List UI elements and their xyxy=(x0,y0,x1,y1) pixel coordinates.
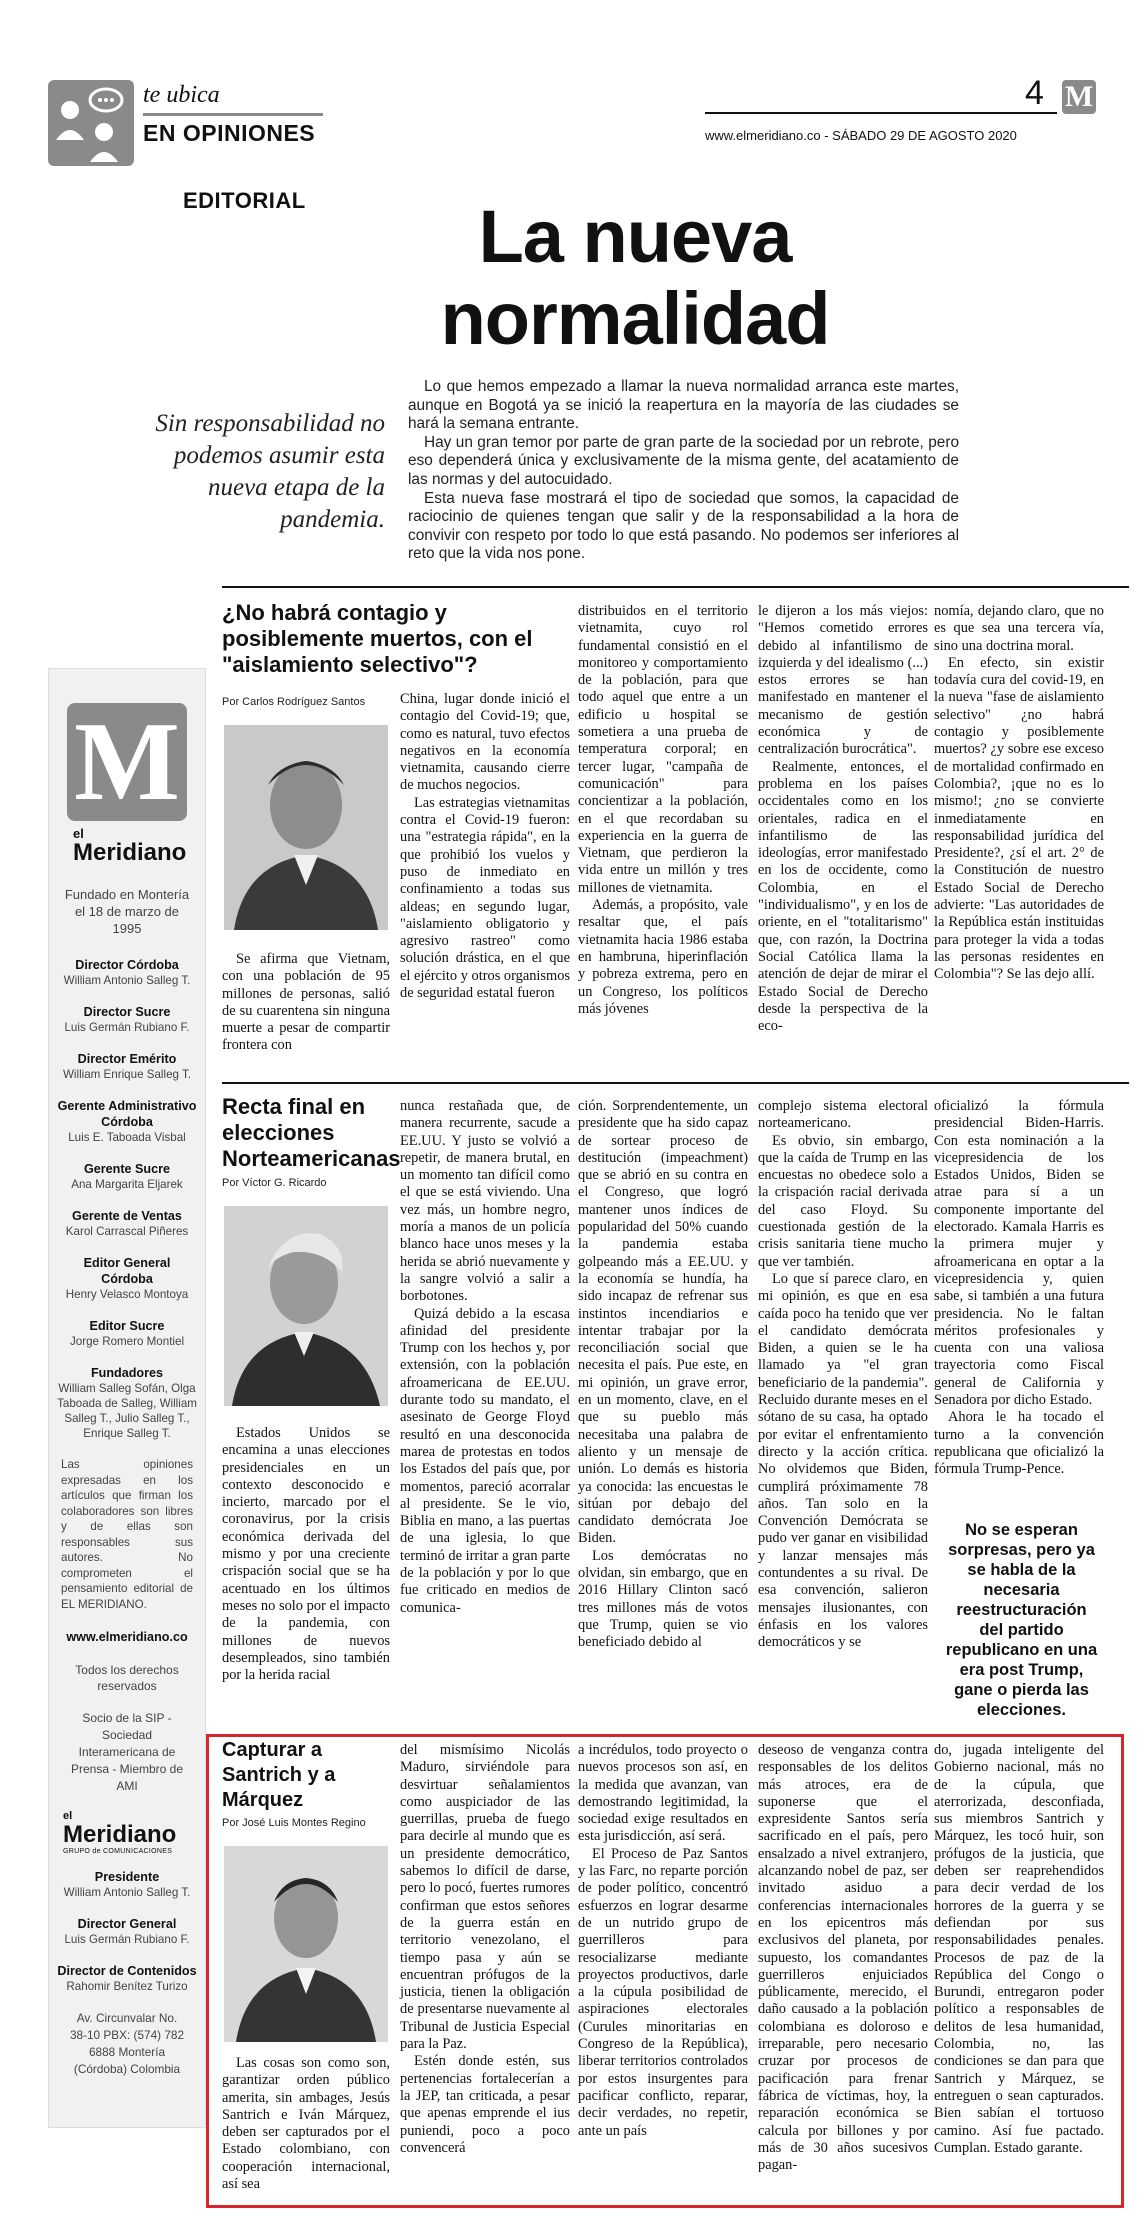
article3-text: a incrédulos, todo proyecto o nuevos procesos son así, en la medida que avanzan, van demostrando legitimidad, la sociedad exige resultados en esta jurisdicción, así será. xyxy=(578,1742,748,1845)
article3-photo xyxy=(224,1846,388,2042)
article1-text: Las estrategias vietnamitas contra el Covid-19 fueron: una "estrategia rápida", en la que prohibió los vuelos y puso de inmediato en confinamiento a todas sus aldeas; en segundo lugar, "aislamiento obligatorio y agresivo rastreo" como solución drástica, en el que el ejército y otros organismos de seguridad estatal fueron xyxy=(400,794,570,1002)
staff-name: Henry Velasco Montoya xyxy=(65,1288,189,1301)
staff-role: Gerente Sucre xyxy=(83,1162,171,1176)
staff-name: William Enrique Salleg T. xyxy=(62,1068,191,1081)
article3-col1 xyxy=(222,2055,390,2193)
editorial-body xyxy=(408,378,959,564)
article2-col5 xyxy=(934,1098,1104,1479)
dateline: www.elmeridiano.co - SÁBADO 29 DE AGOSTO 2020 xyxy=(705,128,1017,143)
columnist-portrait xyxy=(224,1206,388,1406)
article1-col3 xyxy=(578,603,748,1018)
article2-text: Estados Unidos se encamina a unas elecciones presidenciales en un contexto desconocido e incierto, marcado por el coronavirus, por la crisis económica derivada del mismo y por una creciente crispación social que se ha acentuado en los últimos meses no solo por el impacto de la pandemia, con millones de nuevos desempleados, sino también por la herida racial xyxy=(222,1425,390,1684)
staff-role: Director General xyxy=(77,1917,177,1931)
article1-text: En efecto, sin existir todavía cura del covid-19, en la nueva "fase de aislamiento selectivo" ¿no habrá contagio y posiblemente muertos? ¿y sobre ese exceso de mortalidad confirmado en Colombia?, ¡que no es lo mismo!; ¿no se convierte inmediatamente en responsabilidad jurídica del Presidente?, ¿sí el art. 2° de la Constitución de nuestro Estado Social de Derecho advierte: "Las autoridades de la República están instituidas para proteger la vida a todas las personas residentes en Colombia"? Se las dejo allí. xyxy=(934,654,1104,983)
article2-photo xyxy=(224,1206,388,1406)
article-divider xyxy=(222,1082,1129,1084)
article2-text: Quizá debido a la escasa afinidad del presidente Trump con los hechos y, por extensión, con la población afroamericana de EE.UU. durante todo su mandato, el asesinato de George Floyd resultó en una desconocida marea de protestas en todos los Estados del país que, por momentos, pareció acorralar al presidente. Se le vio, Biblia en mano, a las puertas de una iglesia, lo que terminó de irritar a gran parte de la población y por lo que fue criticado en medios de comunica- xyxy=(400,1305,570,1616)
staff-role: Editor General Córdoba xyxy=(83,1256,171,1286)
sidebar-logo xyxy=(67,700,187,824)
article2-text: Ahora le ha tocado el turno a la convención republicana que oficializó la fórmula Trump-Pence. xyxy=(934,1409,1104,1478)
article1-text: le dijeron a los más viejos: "Hemos cometido errores debido al infantilismo de izquierda y del idealismo (...) estos errores se han manifestado en mantener el mecanismo de gestión económica y de centralización burocrática". xyxy=(758,603,928,758)
header-rule-right xyxy=(705,112,1057,114)
columnist-portrait xyxy=(224,725,388,930)
group-logo-name: Meridiano xyxy=(63,1821,177,1848)
article2-text: Los demócratas no olvidan, sin embargo, que en 2016 Hillary Clinton sacó tres millones más de votos que Trump, quien se vio beneficiado debido al xyxy=(578,1547,748,1651)
editorial-title-line1: La nueva xyxy=(478,195,792,278)
article1-col1 xyxy=(222,951,390,1055)
sip-note: Socio de la SIP - Sociedad Interamericana de Prensa - Miembro de AMI xyxy=(70,1711,184,1793)
article3-col2 xyxy=(400,1742,570,2157)
staff-name: Rahomir Benítez Turizo xyxy=(66,1980,188,1993)
article3-text: Estén donde estén, sus pertenencias fortalecerían a la JEP, tan criticada, a pesar que apenas emprende el ius puniendi, poco a poco convencerá xyxy=(400,2053,570,2156)
article1-text: Se afirma que Vietnam, con una población de 95 millones de personas, salió de su cuarentena sin ninguna muerte a pesar de compartir frontera con xyxy=(222,951,390,1054)
article1-text: distribuidos en el territorio vietnamita, cuyo rol fundamental consistió en el monitoreo y comportamiento de la población, para que todo aquel que entre a un edificio u hospital se sometiera a una prueba de temperatura corporal; en tercer lugar, "campaña de comunicación" para concientizar a la población, en el que recordaban su experiencia en la guerra de Vietnam, que perdieron la vida entre un millón y tres millones de vietnamita. xyxy=(578,603,748,896)
editorial-title xyxy=(405,196,865,360)
staff-name: William Antonio Salleg T. xyxy=(63,1886,191,1899)
staff-gerente-administrativo xyxy=(57,1098,197,1145)
staff-role: Director Sucre xyxy=(83,1005,171,1019)
header-rule-left xyxy=(143,113,323,116)
masthead-sidebar xyxy=(48,668,206,2128)
section-icon xyxy=(48,80,134,166)
article1-col5 xyxy=(934,603,1104,984)
staff-name: William Salleg Sofán, Olga Taboada de Salleg, William Salleg T., Julio Salleg T., Enrique Salleg T. xyxy=(57,1382,197,1440)
article3-title: Capturar a Santrich y a Márquez xyxy=(222,1739,336,1811)
founded-note: Fundado en Montería el 18 de marzo de 1995 xyxy=(64,887,190,936)
staff-role: Director Emérito xyxy=(77,1052,177,1066)
rights-note: Todos los derechos reservados xyxy=(75,1663,179,1693)
article3-byline: Por José Luis Montes Regino xyxy=(222,1817,366,1829)
article3-text: El Proceso de Paz Santos y las Farc, no reparte porción de poder político, concentró esfuerzos en lograr desarme de un nutrido grupo de guerrilleros para resocializarse mediante proyectos productivos, darle a la cúpula posibilidad de aspiraciones electorales (Curules minoritarias en Congreso de la República), liberar territorios controlados por estos insurgentes para pacificar conflicto, reparar, decir verdades, no repetir, ante un país xyxy=(578,1845,748,2139)
section-divider xyxy=(222,586,1129,588)
sidebar-logo-name: Meridiano xyxy=(73,839,187,866)
staff-name: Luis Germán Rubiano F. xyxy=(64,1021,190,1034)
editorial-paragraph: Hay un gran temor por parte de gran parte de la sociedad por un rebrote, pero eso dependerá única y exclusivamente de la misma gente, del acatamiento de las normas y del autocuidado. xyxy=(408,433,959,488)
staff-role: Presidente xyxy=(94,1870,160,1884)
article1-text: Además, a propósito, vale resaltar que, el país vietnamita hacia 1986 estaba en hambruna, hiperinflación y pobreza extrema, pero en un Congreso, los políticos más jóvenes xyxy=(578,897,748,1017)
editorial-paragraph: Esta nueva fase mostrará el tipo de sociedad que somos, la capacidad de raciocinio de quienes tengan que salir y de la responsabilidad a la hora de convivir con respeto por todo lo que está pasando. No podemos ser inferiores al reto que la vida nos pone. xyxy=(408,489,959,563)
group-logo xyxy=(63,1811,197,1855)
article2-text: oficializó la fórmula presidencial Biden-Harris. Con esta nominación a la vicepresidencia de los Estados Unidos, Biden se atrae para sí a un componente importante del electorado. Kamala Harris es la primera mujer y afroamericana en optar a la vicepresidencia y, quien sabe, si también a una futura presidencia. No le faltan méritos profesionales y cuenta con una valiosa trayectoria como Fiscal general de California y Senadora por dicho Estado. xyxy=(934,1098,1104,1409)
editorial-pullquote: Sin responsabilidad no podemos asumir esta nueva etapa de la pandemia. xyxy=(155,410,385,533)
article3-col3 xyxy=(578,1742,748,2140)
article2-text: ción. Sorprendentemente, un presidente que ha sido capaz de sortear proceso de destitución (impeachment) que se abrió en su contra en el Congreso, que logró mantener unos índices de popularidad del 50% cuando la pandemia estaba golpeando más a EE.UU. y la economía se hundía, ha sido incapaz de refrenar sus instintos incendiarios e intentar trabajar por la reconciliación social que necesita el país. Pue este, en mi opinión, un grave error, en un momento, clave, en el que su pueblo más necesitaba una palabra de aliento y un mensaje de unión. Lo demás es historia ya conocida: las encuestas le sitúan por debajo del candidato demócrata Joe Biden. xyxy=(578,1098,748,1547)
staff-role: Gerente Administrativo Córdoba xyxy=(57,1099,197,1129)
section-label-small: te ubica xyxy=(143,82,220,108)
editorial-title-line2: normalidad xyxy=(440,277,830,360)
page-number: 4 xyxy=(1025,74,1044,112)
staff-gerente-sucre xyxy=(57,1161,197,1192)
staff-gerente-ventas xyxy=(57,1208,197,1239)
staff-name: Ana Margarita Eljarek xyxy=(71,1178,183,1191)
article2-col2 xyxy=(400,1098,570,1617)
staff-role: Director Córdoba xyxy=(75,958,179,972)
staff-role: Gerente de Ventas xyxy=(72,1209,182,1223)
article2-col1 xyxy=(222,1425,390,1684)
group-logo-el: el xyxy=(63,1810,73,1822)
website-link[interactable]: www.elmeridiano.co xyxy=(66,1630,188,1644)
article2-col4 xyxy=(758,1098,928,1652)
speech-bubbles-people-icon xyxy=(48,80,134,166)
opinion-disclaimer: Las opiniones expresadas en los artículos que firman los colaboradores son libres y de ellas son responsables sus autores. No comprometen el pensamiento editorial de EL MERIDIANO. xyxy=(61,1458,193,1611)
article2-text: Es obvio, sin embargo, que la caída de Trump en las encuestas no obedece solo a la crispación racial derivada del caso Floyd. Su cuestionada gestión de la crisis sanitaria tiene mucho que ver también. xyxy=(758,1132,928,1270)
article1-byline: Por Carlos Rodríguez Santos xyxy=(222,696,366,708)
staff-name: Karol Carrascal Piñeres xyxy=(65,1225,189,1238)
staff-role: Fundadores xyxy=(90,1366,164,1380)
staff-name: Luis Germán Rubiano F. xyxy=(64,1933,190,1946)
staff-editor-sucre xyxy=(57,1318,197,1349)
article2-text: Lo que sí parece claro, en mi opinión, es que en esa caída poco ha tenido que ver el candidato demócrata Biden, a quien se le ha llamado ya "el gran beneficiario de la pandemia". Recluido durante meses en el sótano de su casa, ha optado por evitar el enfrentamiento directo y la acción crítica. No olvidemos que Biden, cumplirá próximamente 78 años. Tan solo en la Convención Demócrata se pudo ver ganar en visibilidad y lanzar mensajes más contundentes a su rival. De esa convención, salieron mensajes ilusionantes, con énfasis en los valores democráticos y se xyxy=(758,1270,928,1651)
article3-text: do, jugada inteligente del Gobierno nacional, más no de la cúpula, que aterrorizada, desconfiada, sus miembros Santrich y Márquez, les tocó huir, son prófugos de la justicia, que deben ser reaprehendidos para decir verdad de los horrores de la guerra y se defiendan por sus responsabilidades penales. Procesos de paz de la República del Congo o Burundi, entregaron poder político a responsables de delitos de lesa humanidad, Colombia, no, las condiciones se dan para que Santrich y Márquez, se entreguen o sean capturados. Bien sabían el tortuoso camino. Así fue pactado. Cumplan. Estado garante. xyxy=(934,1742,1104,2156)
sidebar-logo-el: el xyxy=(73,826,84,841)
staff2-director-general xyxy=(57,1916,197,1947)
group-logo-sub: GRUPO de COMUNICACIONES xyxy=(63,1848,173,1855)
article2-col3 xyxy=(578,1098,748,1652)
article1-text: China, lugar donde inició el contagio del Covid-19; que, como es natural, tuvo efectos negativos en la economía vietnamita, causando cierre de muchos negocios. xyxy=(400,691,570,794)
article3-col4 xyxy=(758,1742,928,2174)
article2-text: nunca restañada que, de manera recurrente, sacude a EE.UU. Y justo se volvió a repetir, de manera brutal, en un momento tan difícil como el que se está viviendo. Una vez más, un hombre negro, moría a manos de un policía blanco hace unos meses y la herida se abrió nuevamente y la sangre volvió a salir a borbotones. xyxy=(400,1098,570,1305)
columnist-portrait xyxy=(224,1846,388,2042)
staff-name: William Antonio Salleg T. xyxy=(63,974,191,987)
staff-role: Director de Contenidos xyxy=(57,1964,197,1978)
article3-text: Las cosas son como son, garantizar orden público amerita, sin ambages, Jesús Santrich e Iván Márquez, deben ser capturados por el Estado colombiano, con cooperación internacional, así sea xyxy=(222,2055,390,2193)
staff-director-emerito xyxy=(57,1051,197,1082)
staff-name: Luis E. Taboada Visbal xyxy=(68,1131,186,1144)
staff-editor-general xyxy=(57,1255,197,1302)
staff-role: Editor Sucre xyxy=(89,1319,165,1333)
article3-text: del mismísimo Nicolás Maduro, sirviéndole para desvirtuar señalamientos como auspiciador de las guerrillas, prueba de fuego para decirle al mundo que es un presidente democrático, sabemos lo difícil de darse, pero lo pocó, fuertes rumores confirman que estos señores de la guerra están en territorio venezolano, el tiempo pasa y aún se encuentran prófugos de la justicia, tienen la obligación de presentarse nuevamente al Tribunal de Justicia Especial para la Paz. xyxy=(400,1742,570,2053)
staff-director-cordoba xyxy=(57,957,197,988)
article2-text: complejo sistema electoral norteamericano. xyxy=(758,1098,928,1132)
article1-photo xyxy=(224,725,388,930)
staff-director-sucre xyxy=(57,1004,197,1035)
article1-text: nomía, dejando claro, que no es que sea una tercera vía, sino una doctrina moral. xyxy=(934,603,1104,654)
staff-fundadores xyxy=(57,1365,197,1441)
article3-col5 xyxy=(934,1742,1104,2157)
staff2-director-contenidos xyxy=(57,1963,197,1994)
editorial-paragraph: Lo que hemos empezado a llamar la nueva normalidad arranca este martes, aunque en Bogotá ya se inició la reapertura en la mayoría de las ciudades se hará la semana entrante. xyxy=(408,378,959,433)
article1-col4 xyxy=(758,603,928,1035)
staff2-presidente xyxy=(57,1869,197,1900)
article1-col2 xyxy=(400,691,570,1002)
m-logo-letter: M xyxy=(1064,80,1094,113)
staff-name: Jorge Romero Montiel xyxy=(69,1335,185,1348)
address: Av. Circunvalar No. 38-10 PBX: (574) 782 6888 Montería (Córdoba) Colombia xyxy=(69,2011,185,2076)
article1-text: Realmente, entonces, el problema en los países occidentales como en los orientales, radica en el infantilismo de las ideologías, error manifestado en los de occidente, como Colombia, en el "individualismo", y en los de oriente, en el "totalitarismo" que, con razón, la Doctrina Social Católica llama la atención de dejar de mirar el Estado Social de Derecho desde la perspectiva de la eco- xyxy=(758,758,928,1035)
m-logo-small xyxy=(1062,80,1096,114)
article2-title: Recta final en elecciones Norteamericanas xyxy=(222,1094,401,1171)
editorial-kicker: EDITORIAL xyxy=(183,188,306,213)
article1-title: ¿No habrá contagio y posiblemente muertos, con el "aislamiento selectivo"? xyxy=(222,600,533,677)
section-label-big: EN OPINIONES xyxy=(143,120,316,146)
article3-text: deseoso de venganza contra responsables de los delitos más atroces, era de suponerse que el expresidente Santos sería sacrificado en el país, pero ensalzado a nivel extranjero, alcanzando nobel de paz, ser invitado asiduo a conferencias internacionales en los epicentros más exclusivos del planeta, por supuesto, los comandantes guerrilleros enjuiciados públicamente, merecido, el daño causado a la población colombiana es doloroso e irreparable, pero necesario cruzar por procesos de pacificación para frenar fábrica de víctimas, hoy, la reparación económica se calcula por billones y por más de 30 años sucesivos pagan- xyxy=(758,1742,928,2174)
article2-byline: Por Víctor G. Ricardo xyxy=(222,1177,327,1189)
sidebar-logo-letter: M xyxy=(74,700,180,824)
article2-pullquote: No se esperan sorpresas, pero ya se habla de la necesaria reestructuración del partido republicano en una era post Trump, gane o pierda las elecciones. xyxy=(945,1521,1098,1719)
